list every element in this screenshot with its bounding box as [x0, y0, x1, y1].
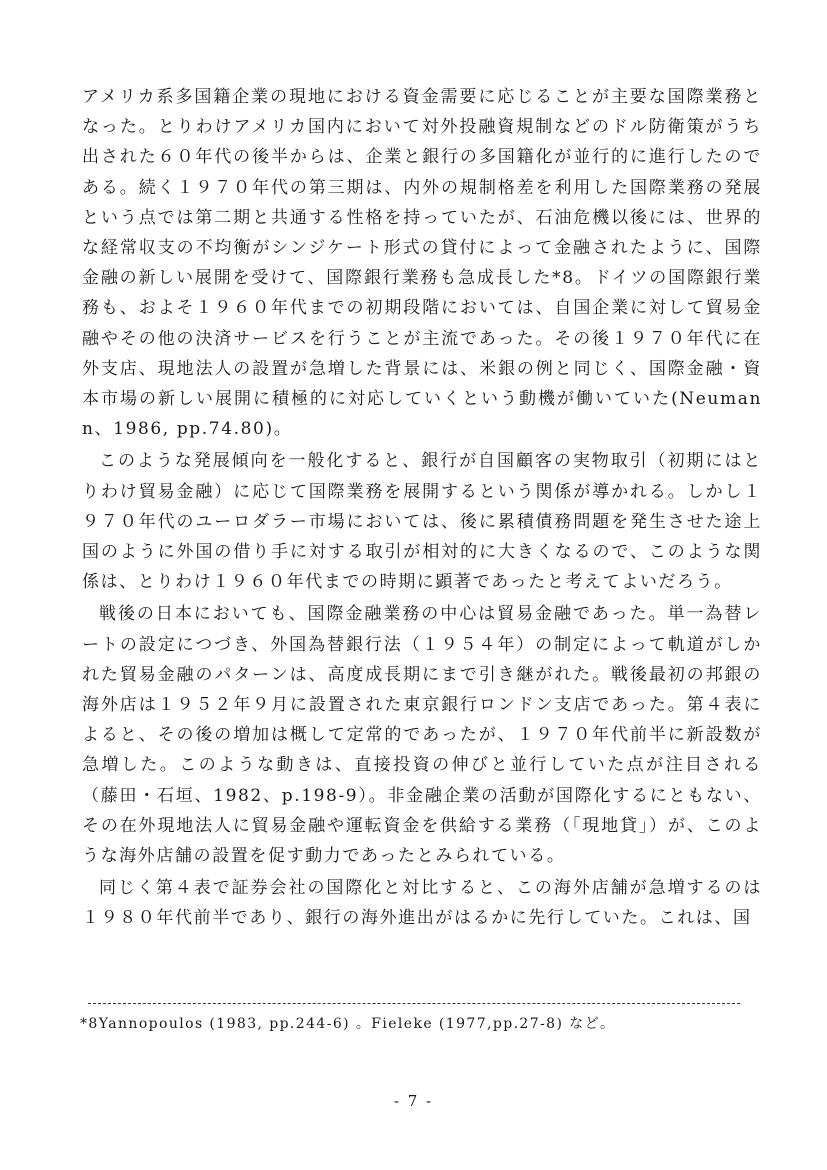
paragraph-4: 同じく第４表で証券会社の国際化と対比すると、この海外店舗が急増するのは１９８０年代前半であり、銀行の海外進出がはるかに先行していた。これは、国 [82, 878, 762, 929]
paragraph-2: このような発展傾向を一般化すると、銀行が自国顧客の実物取引（初期にはとりわけ貿易金融）に応じて国際業務を展開するという関係が導かれる。しかし１９７０年代のユーロダラー市場においては、後に累積債務問題を発生させた途上国のように外国の借り手に対する取引が相対的に大きくなるので、このような関係は、とりわけ１９６０年代までの時期に顕著であったと考えてよいだろう。 [82, 451, 762, 593]
body-text [82, 82, 762, 934]
footnote-divider [88, 1003, 740, 1004]
paragraph-1: アメリカ系多国籍企業の現地における資金需要に応じることが主要な国際業務となった。とりわけアメリカ国内において対外投融資規制などのドル防衛策がうち出された６０年代の後半からは、企業と銀行の多国籍化が並行的に進行したのである。続く１９７０年代の第三期は、内外の規制格差を利用した国際業務の発展という点では第二期と共通する性格を持っていたが、石油危機以後には、世界的な経常収支の不均衡がシンジケート形式の貸付によって金融されたように、国際金融の新しい展開を受けて、国際銀行業務も急成長した*8。ドイツの国際銀行業務も、およそ１９６０年代までの初期段階においては、自国企業に対して貿易金融やその他の決済サービスを行うことが主流であった。その後１９７０年代に在外支店、現地法人の設置が急増した背景には、米銀の例と同じく、国際金融・資本市場の新しい展開に積極的に対応していくという動機が働いていた(Neumann、1986, pp.74.80)。 [82, 87, 762, 440]
paragraph-3: 戦後の日本においても、国際金融業務の中心は貿易金融であった。単一為替レートの設定につづき、外国為替銀行法（１９５４年）の制定によって軌道がしかれた貿易金融のパターンは、高度成長期にまで引き継がれた。戦後最初の邦銀の海外店は１９５２年９月に設置された東京銀行ロンドン支店であった。第４表によると、その後の増加は概して定常的であったが、１９７０年代前半に新設数が急増した。このような動きは、直接投資の伸びと並行していた点が注目される（藤田・石垣、1982、p.198-9）。非金融企業の活動が国際化するにともない、その在外現地法人に貿易金融や運転資金を供給する業務（「現地貸」）が、このような海外店舗の設置を促す動力であったとみられている。 [82, 604, 762, 867]
footnote-8: *8Yannopoulos (1983, pp.244-6) 。Fieleke (1977,pp.27-8) など。 [80, 1016, 616, 1032]
page-number: - 7 - [393, 1092, 434, 1110]
